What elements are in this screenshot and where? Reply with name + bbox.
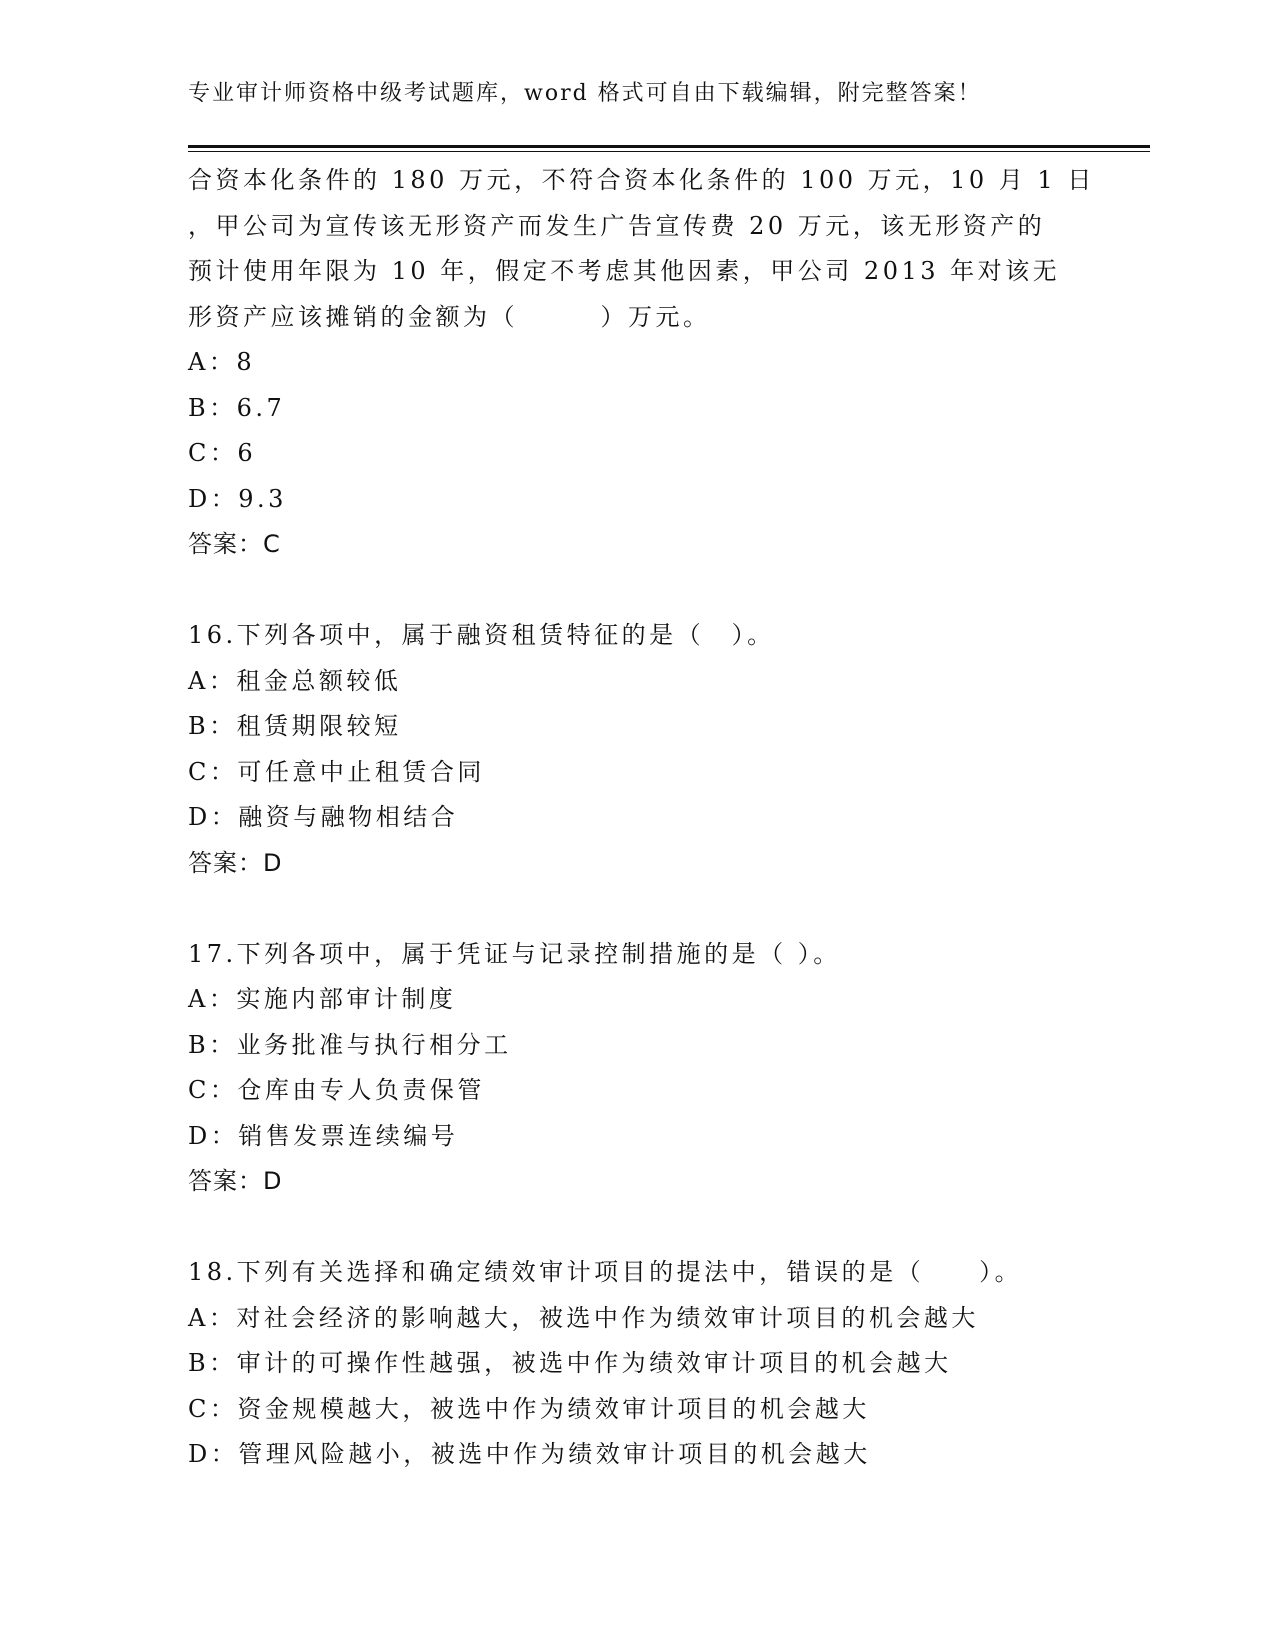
question-stem-line: 合资本化条件的 180 万元，不符合资本化条件的 100 万元，10 月 1 日 xyxy=(188,166,1095,194)
option-b: B：审计的可操作性越强，被选中作为绩效审计项目的机会越大 xyxy=(188,1349,952,1377)
option-d: D：管理风险越小，被选中作为绩效审计项目的机会越大 xyxy=(188,1440,871,1468)
question-stem: 17.下列各项中，属于凭证与记录控制措施的是（ ）。 xyxy=(188,939,841,968)
question-stem-line: ，甲公司为宣传该无形资产而发生广告宣传费 20 万元，该无形资产的 xyxy=(188,211,1046,240)
question-18 xyxy=(188,1250,1128,1478)
question-15 xyxy=(188,158,1128,568)
question-17 xyxy=(188,932,1128,1205)
option-b: B：租赁期限较短 xyxy=(188,712,402,740)
question-content xyxy=(188,158,1128,1478)
option-a: A：对社会经济的影响越大，被选中作为绩效审计项目的机会越大 xyxy=(188,1303,979,1332)
spacer xyxy=(188,568,1128,614)
question-stem-line: 预计使用年限为 10 年，假定不考虑其他因素，甲公司 2013 年对该无 xyxy=(188,257,1061,285)
option-c: C：6 xyxy=(188,439,257,467)
question-stem: 18.下列有关选择和确定绩效审计项目的提法中，错误的是（ ）。 xyxy=(188,1258,1023,1286)
header-rule-thin xyxy=(188,151,1150,152)
option-d: D：融资与融物相结合 xyxy=(188,803,459,831)
answer-line: 答案：D xyxy=(188,848,283,877)
option-a: A：租金总额较低 xyxy=(188,666,402,695)
question-stem: 16.下列各项中，属于融资租赁特征的是（ ）。 xyxy=(188,621,775,649)
option-c: C：资金规模越大，被选中作为绩效审计项目的机会越大 xyxy=(188,1394,870,1423)
option-a: A：实施内部审计制度 xyxy=(188,985,457,1013)
option-b: B：6.7 xyxy=(188,393,286,422)
answer-line: 答案：D xyxy=(188,1167,283,1195)
option-d: D：9.3 xyxy=(188,484,287,513)
option-d: D：销售发票连续编号 xyxy=(188,1121,459,1150)
option-c: C：可任意中止租赁合同 xyxy=(188,757,485,786)
option-b: B：业务批准与执行相分工 xyxy=(188,1030,512,1059)
question-16 xyxy=(188,613,1128,886)
option-c: C：仓库由专人负责保管 xyxy=(188,1076,485,1104)
option-a: A：8 xyxy=(188,348,256,376)
header-rule-thick xyxy=(188,145,1150,148)
page-header: 专业审计师资格中级考试题库，word 格式可自由下载编辑，附完整答案！ xyxy=(188,81,982,106)
spacer xyxy=(188,886,1128,932)
question-stem-line: 形资产应该摊销的金额为（ ）万元。 xyxy=(188,302,711,331)
spacer xyxy=(188,1205,1128,1251)
answer-line: 答案：C xyxy=(188,530,281,558)
